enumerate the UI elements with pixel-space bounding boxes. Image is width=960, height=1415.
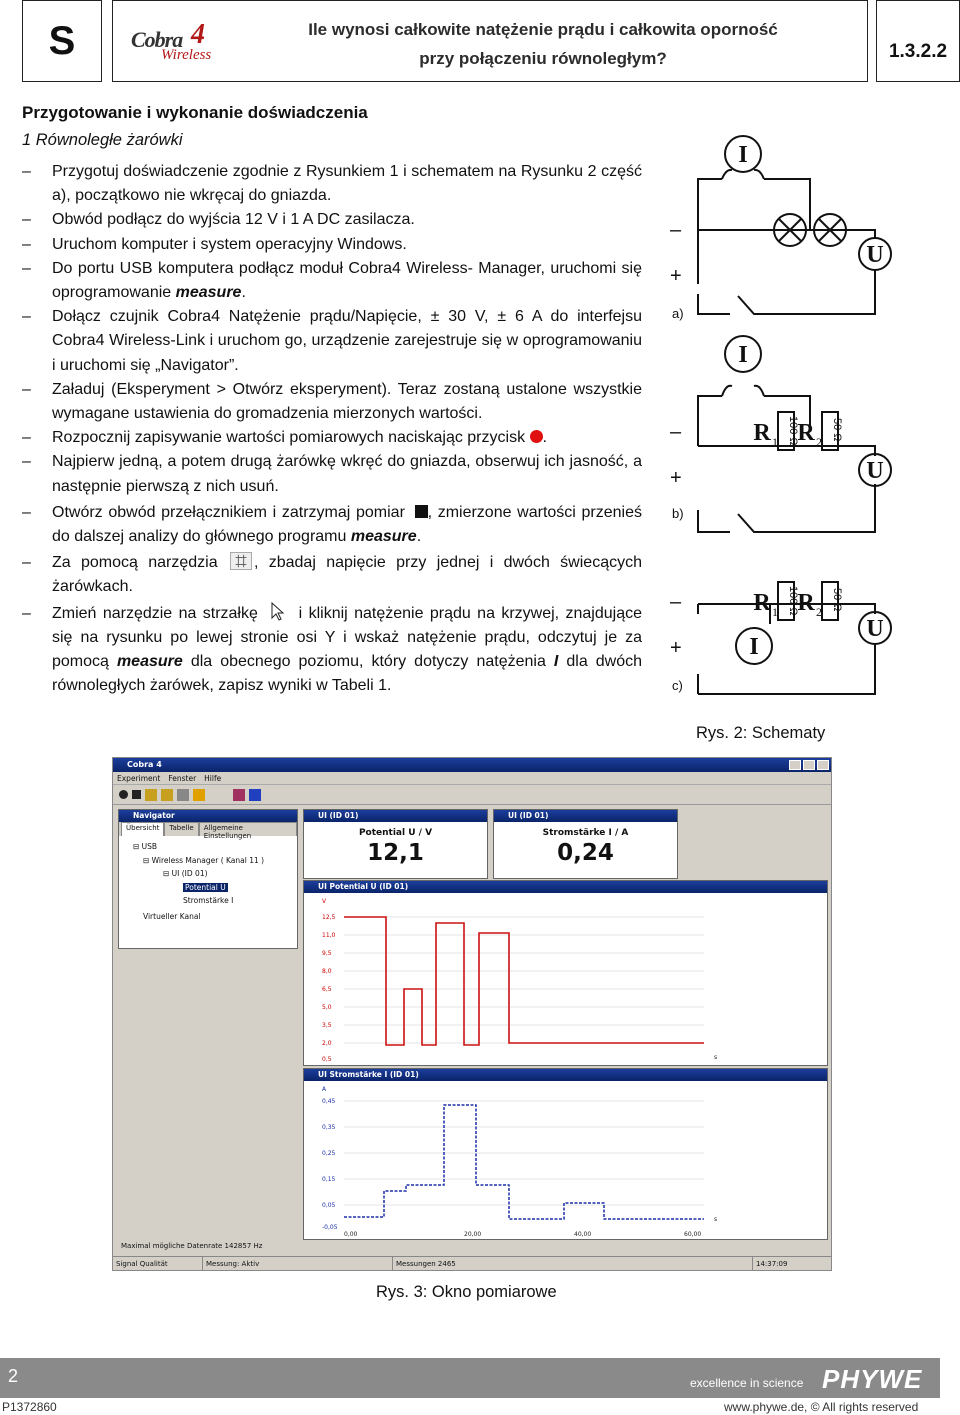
voltage-plot bbox=[304, 893, 827, 1065]
current-tick: 0,05 bbox=[322, 1202, 336, 1209]
toolbar-tool-icon[interactable] bbox=[177, 789, 189, 801]
current-tick: 0,45 bbox=[322, 1098, 336, 1105]
tree-item-sensor[interactable]: ⊟ UI (ID 01) bbox=[163, 869, 208, 878]
step-3: – Uruchom komputer i system operacyjny Windows. bbox=[22, 233, 642, 257]
info-icon[interactable] bbox=[249, 789, 261, 801]
voltage-tick: 9,5 bbox=[322, 950, 332, 957]
status-signal: Signal Qualität bbox=[113, 1257, 203, 1270]
graph-current bbox=[303, 1068, 828, 1240]
current-plot bbox=[304, 1081, 827, 1239]
r2-subscript-b: 2 bbox=[816, 435, 822, 449]
voltage-axis-unit: V bbox=[322, 898, 327, 905]
logo-cobra: Cobra bbox=[131, 27, 183, 52]
stop-button[interactable] bbox=[132, 790, 141, 799]
toolbar-tool-icon[interactable] bbox=[145, 789, 157, 801]
header-main bbox=[112, 0, 868, 82]
current-curve bbox=[344, 1105, 704, 1219]
display-current-value: 0,24 bbox=[557, 840, 614, 866]
voltmeter-symbol-c: U bbox=[866, 616, 884, 642]
voltage-curve bbox=[344, 917, 704, 1045]
crosshair-tool-icon bbox=[230, 552, 252, 570]
ammeter-symbol-b: I bbox=[738, 342, 748, 368]
status-measuring: Messung: Aktiv bbox=[203, 1257, 393, 1270]
menu-experiment[interactable]: Experiment bbox=[117, 774, 161, 783]
procedure-steps bbox=[22, 160, 642, 698]
voltage-x-unit: s bbox=[714, 1054, 718, 1061]
r1-value-c: 100 Ω bbox=[787, 586, 799, 616]
window-controls bbox=[789, 760, 829, 770]
current-tick: -0,05 bbox=[322, 1224, 338, 1231]
logo-four: 4 bbox=[191, 19, 205, 50]
plus-terminal-c: + bbox=[670, 637, 682, 659]
settings-icon[interactable] bbox=[233, 789, 245, 801]
tab-uebersicht[interactable]: Übersicht bbox=[121, 822, 164, 836]
voltmeter-symbol-a: U bbox=[866, 242, 884, 268]
experiment-code: 1.3.2.2 bbox=[876, 0, 960, 82]
current-x-unit: s bbox=[714, 1216, 718, 1223]
toolbar bbox=[113, 785, 831, 805]
display-current-title: UI (ID 01) bbox=[494, 810, 677, 822]
footer-slogan: excellence in science bbox=[690, 1376, 804, 1390]
page-number: 2 bbox=[8, 1366, 19, 1386]
tab-tabelle[interactable]: Tabelle bbox=[164, 822, 198, 836]
ammeter-symbol-c: I bbox=[749, 634, 759, 660]
plus-terminal-b: + bbox=[670, 467, 682, 489]
toolbar-tool-icon[interactable] bbox=[161, 789, 173, 801]
step-10: – Za pomocą narzędzia , zbadaj napięcie przy jednej i dwóch świecących żarówkach. bbox=[22, 551, 642, 599]
display-current bbox=[493, 809, 678, 879]
close-button[interactable] bbox=[817, 760, 829, 770]
menu-hilfe[interactable]: Hilfe bbox=[204, 774, 222, 783]
current-x-tick: 40,00 bbox=[574, 1231, 592, 1238]
label-c: c) bbox=[672, 678, 683, 693]
cobra4-wireless-logo bbox=[131, 19, 231, 65]
r2-label-b: R bbox=[797, 420, 815, 446]
display-current-label: Stromstärke I / A bbox=[542, 828, 629, 838]
current-tick: 0,25 bbox=[322, 1150, 336, 1157]
stop-icon bbox=[415, 505, 428, 518]
record-button[interactable] bbox=[119, 790, 128, 799]
display-voltage-label: Potential U / V bbox=[358, 828, 433, 838]
tree-item-wireless-manager[interactable]: ⊟ Wireless Manager ( Kanal 11 ) bbox=[143, 855, 265, 865]
tree-item-usb[interactable]: ⊟ USB bbox=[133, 842, 158, 851]
minus-terminal-c: – bbox=[670, 591, 682, 613]
current-x-tick: 60,00 bbox=[684, 1231, 702, 1238]
r2-value-c: 50 Ω bbox=[831, 588, 843, 612]
device-tree bbox=[119, 836, 297, 923]
voltage-tick: 11,0 bbox=[322, 932, 336, 939]
status-bar bbox=[113, 1256, 831, 1270]
step-1: – Przygotuj doświadczenie zgodnie z Rysunkiem 1 i schematem na Rysunku 2 część a), początkowo nie wkręcaj do gniazda. bbox=[22, 160, 642, 208]
graph-voltage-title: UI Potential U (ID 01) bbox=[304, 881, 827, 893]
arrow-pointer-icon bbox=[268, 602, 288, 622]
current-x-tick: 0,00 bbox=[344, 1231, 358, 1238]
r1-value-b: 100 Ω bbox=[787, 416, 799, 446]
step-5: – Dołącz czujnik Cobra4 Natężenie prądu/Napięcie, ± 30 V, ± 6 A do interfejsu Cobra4 Wireless-Link i uruchom go, urządzenie zarejestruje się w oprogramowaniu i uruchomi się „Navigator”. bbox=[22, 305, 642, 378]
data-rate-info: Maximal mögliche Datenrate 142857 Hz bbox=[118, 1240, 828, 1252]
current-axis-unit: A bbox=[322, 1086, 327, 1093]
voltage-tick: 5,0 bbox=[322, 1004, 332, 1011]
display-voltage-title: UI (ID 01) bbox=[304, 810, 487, 822]
circuit-schematics bbox=[660, 134, 960, 714]
voltage-tick: 2,0 bbox=[322, 1040, 332, 1047]
section-title: Przygotowanie i wykonanie doświadczenia bbox=[22, 103, 368, 122]
voltage-tick: 12,5 bbox=[322, 914, 336, 921]
graph-current-title: UI Stromstärke I (ID 01) bbox=[304, 1069, 827, 1081]
step-11: – Zmień narzędzie na strzałkę i kliknij natężenie prądu na krzywej, znajdujące się na rysunku po lewej stronie osi Y i wskaż natężenie prądu, odczytuj je za pomocą measure dla obecnego poziomu, który dotyczy natężenia I dla dwóch równoległych żarówek, zapisz wyniki w Tabeli 1. bbox=[22, 602, 642, 699]
step-7: – Rozpocznij zapisywanie wartości pomiarowych naciskając przycisk . bbox=[22, 426, 642, 450]
status-time: 14:37:09 bbox=[756, 1260, 788, 1268]
current-x-tick: 20,00 bbox=[464, 1231, 482, 1238]
tab-einstellungen[interactable]: Allgemeine Einstellungen bbox=[199, 822, 297, 836]
step-9: – Otwórz obwód przełącznikiem i zatrzymaj pomiar , zmierzone wartości przenieś do dalszej analizy do głównego programu measure. bbox=[22, 501, 642, 549]
page-title bbox=[263, 15, 823, 73]
r1-label-b: R bbox=[753, 420, 771, 446]
current-tick: 0,35 bbox=[322, 1124, 336, 1131]
graph-voltage bbox=[303, 880, 828, 1066]
navigator-title: Navigator bbox=[119, 810, 297, 822]
product-code: P1372860 bbox=[2, 1400, 57, 1414]
window-caption: Rys. 3: Okno pomiarowe bbox=[376, 1283, 557, 1301]
measure-icon[interactable] bbox=[193, 789, 205, 801]
tree-item-current[interactable]: Stromstärke I bbox=[183, 896, 234, 905]
voltage-tick: 0,5 bbox=[322, 1056, 332, 1063]
minimize-button[interactable] bbox=[789, 760, 801, 770]
navigator-tabs bbox=[119, 822, 297, 840]
voltage-tick: 3,5 bbox=[322, 1022, 332, 1029]
tree-item-virtual-channel[interactable]: Virtueller Kanal bbox=[143, 911, 201, 921]
current-tick: 0,15 bbox=[322, 1176, 336, 1183]
step-4: – Do portu USB komputera podłącz moduł Cobra4 Wireless- Manager, uruchomi się oprogramowanie measure. bbox=[22, 257, 642, 305]
voltage-tick: 8,0 bbox=[322, 968, 332, 975]
r2-value-b: 50 Ω bbox=[831, 418, 843, 442]
measure-window bbox=[112, 757, 832, 1271]
plus-terminal-a: + bbox=[670, 265, 682, 287]
r1-subscript-b: 1 bbox=[772, 435, 778, 449]
logo-wireless: Wireless bbox=[161, 47, 212, 63]
status-count: Messungen 2465 bbox=[393, 1257, 753, 1270]
window-title: Cobra 4 bbox=[113, 758, 831, 772]
minus-terminal-b: – bbox=[670, 421, 682, 443]
section-letter: S bbox=[22, 0, 102, 82]
schematics-caption: Rys. 2: Schematy bbox=[696, 724, 826, 742]
footer-website: www.phywe.de, © All rights reserved bbox=[724, 1400, 919, 1414]
display-voltage-value: 12,1 bbox=[367, 840, 424, 866]
label-b: b) bbox=[672, 506, 684, 521]
display-voltage bbox=[303, 809, 488, 879]
menu-bar bbox=[113, 772, 831, 785]
page-title-line2: przy połączeniu równoległym? bbox=[419, 49, 667, 68]
step-8: – Najpierw jedną, a potem drugą żarówkę wkręć do gniazda, obserwuj ich jasność, a następnie pierwszą z nich usuń. bbox=[22, 450, 642, 498]
navigator-panel bbox=[118, 809, 298, 949]
phywe-logo: PHYWE bbox=[822, 1364, 923, 1394]
r1-subscript-c: 1 bbox=[772, 605, 778, 619]
label-a: a) bbox=[672, 306, 684, 321]
r2-label-c: R bbox=[797, 590, 815, 616]
voltage-tick: 6,5 bbox=[322, 986, 332, 993]
ammeter-symbol-a: I bbox=[738, 142, 748, 168]
maximize-button[interactable] bbox=[803, 760, 815, 770]
step-2: – Obwód podłącz do wyjścia 12 V i 1 A DC zasilacza. bbox=[22, 208, 642, 232]
minus-terminal-a: – bbox=[670, 219, 682, 241]
page-title-line1: Ile wynosi całkowite natężenie prądu i całkowita oporność bbox=[308, 20, 778, 39]
voltmeter-symbol-b: U bbox=[866, 458, 884, 484]
step-6: – Załaduj (Eksperyment > Otwórz eksperyment). Teraz zostaną ustalone wszystkie wymagane ustawienia do gromadzenia mierzonych wartości. bbox=[22, 378, 642, 426]
r2-subscript-c: 2 bbox=[816, 605, 822, 619]
menu-fenster[interactable]: Fenster bbox=[168, 774, 197, 783]
r1-label-c: R bbox=[753, 590, 771, 616]
tree-item-potential[interactable]: Potential U bbox=[185, 882, 226, 892]
record-icon bbox=[530, 430, 543, 443]
section-subtitle: 1 Równoległe żarówki bbox=[22, 131, 183, 149]
